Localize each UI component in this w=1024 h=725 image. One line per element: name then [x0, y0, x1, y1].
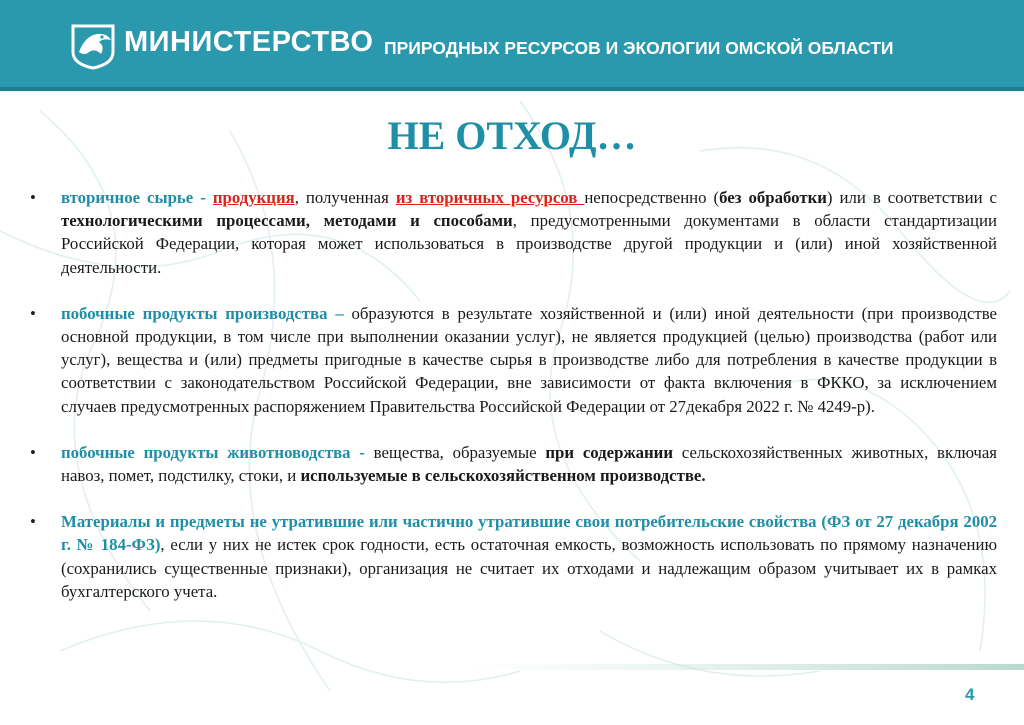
text: , если у них не истек срок годности, есть остаточная емкость, возможность использовать по прямому назначению (сохранились существенные признаки), организация не считает их отходами и надлежащим образом учитывает их в рамках бухгалтерского учета. — [61, 535, 997, 601]
bold-text: используемые в сельскохозяйственном производстве. — [300, 466, 706, 486]
bird-emblem-icon — [67, 22, 119, 70]
org-name-main: МИНИСТЕРСТВО — [124, 26, 374, 58]
term: побочные продукты производства – — [61, 303, 352, 323]
highlight-text: продукция — [212, 188, 295, 207]
text: вещества, образуемые — [373, 442, 546, 462]
term: побочные продукты животноводства - — [61, 442, 374, 462]
text: сельскохозяйственных животных, включая навоз, помет, подстилку, стоки, и — [61, 442, 998, 486]
page-number: 4 — [965, 685, 975, 704]
text: , предусмотренными документами в области стандартизации Российской Федерации, которая может использоваться в производстве другой продукции и (или) иной хозяйственной деятельности. — [61, 211, 997, 277]
term: Материалы и предметы не утратившие или частично утратившие свои потребительские свойства (ФЗ от 27 декабря 2002 г. № 184-ФЗ) — [61, 512, 997, 555]
header-bar — [0, 0, 1024, 87]
list-item-livestock-byproducts — [30, 441, 997, 487]
footer-stripe — [470, 664, 1024, 670]
bold-text: при содержании — [545, 442, 674, 462]
list-item-secondary-raw — [30, 186, 997, 279]
page-title: НЕ ОТХОД… — [387, 113, 637, 158]
bold-text: технологическими процессами, методами и способами — [61, 211, 513, 231]
list-item-materials — [30, 510, 997, 603]
bold-text: без обработки — [719, 188, 827, 207]
list-item-production-byproducts — [30, 302, 997, 418]
text: , полученная — [294, 188, 396, 207]
org-name-sub: ПРИРОДНЫХ РЕСУРСОВ И ЭКОЛОГИИ ОМСКОЙ ОБЛАСТИ — [384, 38, 894, 58]
text: ) или в соответствии с — [826, 188, 997, 207]
content-list — [30, 186, 997, 626]
text: образуются в результате хозяйственной и (или) иной деятельности (при производстве основной продукции, в том числе при выполнении оказании услуг), не является продукцией (целью) производства (работ или услуг), вещества и (или) предметы пригодные в качестве сырья в производстве либо для потребления в качестве продукции в соответствии с законодательством Российской Федерации, вне зависимости от факта включения в ФККО, за исключением случаев предусмотренных распоряжением Правительства Российской Федерации от 27декабря 2022 г. № 4249-р). — [61, 303, 998, 416]
highlight-text: из вторичных ресурсов — [395, 188, 585, 207]
term: вторичное сырье - — [61, 188, 213, 207]
text: непосредственно ( — [584, 188, 720, 207]
